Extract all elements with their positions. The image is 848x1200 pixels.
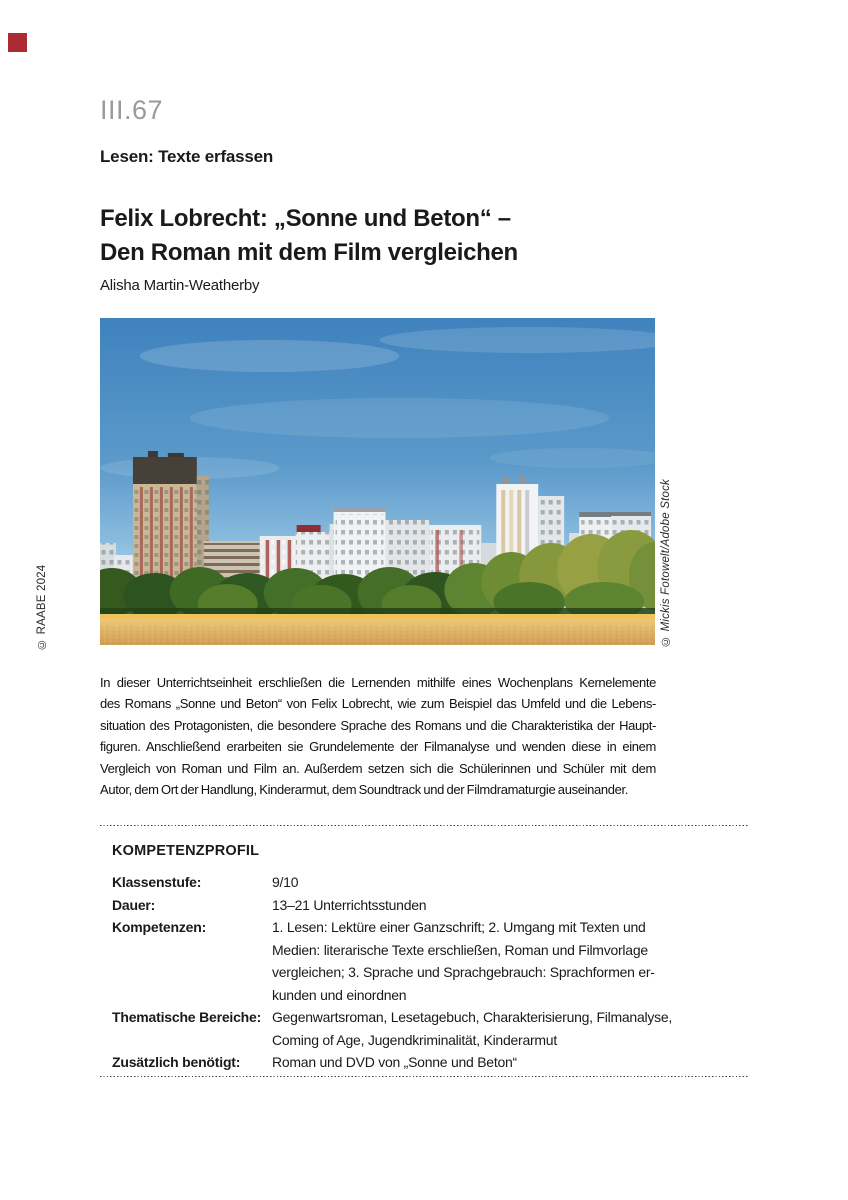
profile-row <box>112 1006 748 1051</box>
profile-value-line: 1. Lesen: Lektüre einer Ganzschrift; 2. Umgang mit Texten und <box>272 919 646 935</box>
author-name: Alisha Martin-Weatherby <box>100 277 260 294</box>
profile-value <box>272 916 748 1006</box>
profile-value-line: kunden und einordnen <box>272 986 407 1003</box>
unit-number: III.67 <box>100 95 164 125</box>
profile-value <box>272 894 748 917</box>
profile-label: Thematische Bereiche: <box>112 1009 262 1025</box>
profile-value-line: Gegenwartsroman, Lesetagebuch, Charakterisierung, Filmanalyse, <box>272 1009 673 1025</box>
photo-credit: © Mickis Fotowelt/Adobe Stock <box>660 479 672 647</box>
profile-value-line: Coming of Age, Jugendkriminalität, Kinderarmut <box>272 1031 557 1048</box>
category-label: Lesen: Texte erfassen <box>100 147 274 166</box>
skyline-photo-art <box>100 318 655 645</box>
profile-value-line: vergleichen; 3. Sprache und Sprachgebrauch: Sprachformen er- <box>272 964 655 980</box>
profile-label: Zusätzlich benötigt: <box>112 1054 241 1070</box>
dotted-divider-top <box>100 825 748 827</box>
profile-value <box>272 1051 748 1074</box>
intro-line: Autor, dem Ort der Handlung, Kinderarmut, dem Soundtrack und der Filmdramaturgie auseinander. <box>100 781 629 797</box>
profile-value-line: Medien: literarische Texte erschließen, Roman und Filmvorlage <box>272 941 648 958</box>
profile-label: Dauer: <box>112 896 156 913</box>
intro-line: figuren. Anschließend erarbeiten sie Grundelemente der Filmanalyse und wenden diese in einem <box>100 739 656 755</box>
profile-label: Klassenstufe: <box>112 874 202 890</box>
profile-label: Kompetenzen: <box>112 919 207 935</box>
profile-row <box>112 916 748 1006</box>
title-line: Den Roman mit dem Film vergleichen <box>100 239 518 267</box>
intro-line: In dieser Unterrichtseinheit erschließen die Lernenden mithilfe eines Wochenplans Kernelemente <box>100 675 656 690</box>
dotted-divider-bottom <box>100 1076 748 1078</box>
profile-heading: KOMPETENZPROFIL <box>112 843 260 859</box>
intro-paragraph <box>100 672 656 800</box>
profile-row <box>112 871 748 894</box>
profile-value-line: 9/10 <box>272 874 299 890</box>
intro-line: des Romans „Sonne und Beton“ von Felix Lobrecht, wie zum Beispiel das Umfeld und die Lebens- <box>100 696 656 712</box>
profile-row <box>112 894 748 917</box>
profile-value <box>272 871 748 894</box>
page-title <box>100 202 518 270</box>
series-color-marker <box>8 33 27 52</box>
profile-row <box>112 1051 748 1074</box>
title-line: Felix Lobrecht: „Sonne und Beton“ – <box>100 205 511 233</box>
competence-profile <box>112 871 748 1074</box>
profile-value-line: Roman und DVD von „Sonne und Beton“ <box>272 1054 517 1070</box>
intro-line: Vergleich von Roman und Film an. Außerdem setzen sich die Schülerinnen und Schüler mit dem <box>100 760 656 776</box>
profile-value-line: 13–21 Unterrichtsstunden <box>272 896 427 913</box>
profile-value <box>272 1006 748 1051</box>
skyline-photo <box>100 318 655 645</box>
intro-line: situation des Protagonisten, die besondere Sprache des Romans und die Charakteristika der Haupt- <box>100 717 656 733</box>
copyright-note: © RAABE 2024 <box>36 564 48 650</box>
